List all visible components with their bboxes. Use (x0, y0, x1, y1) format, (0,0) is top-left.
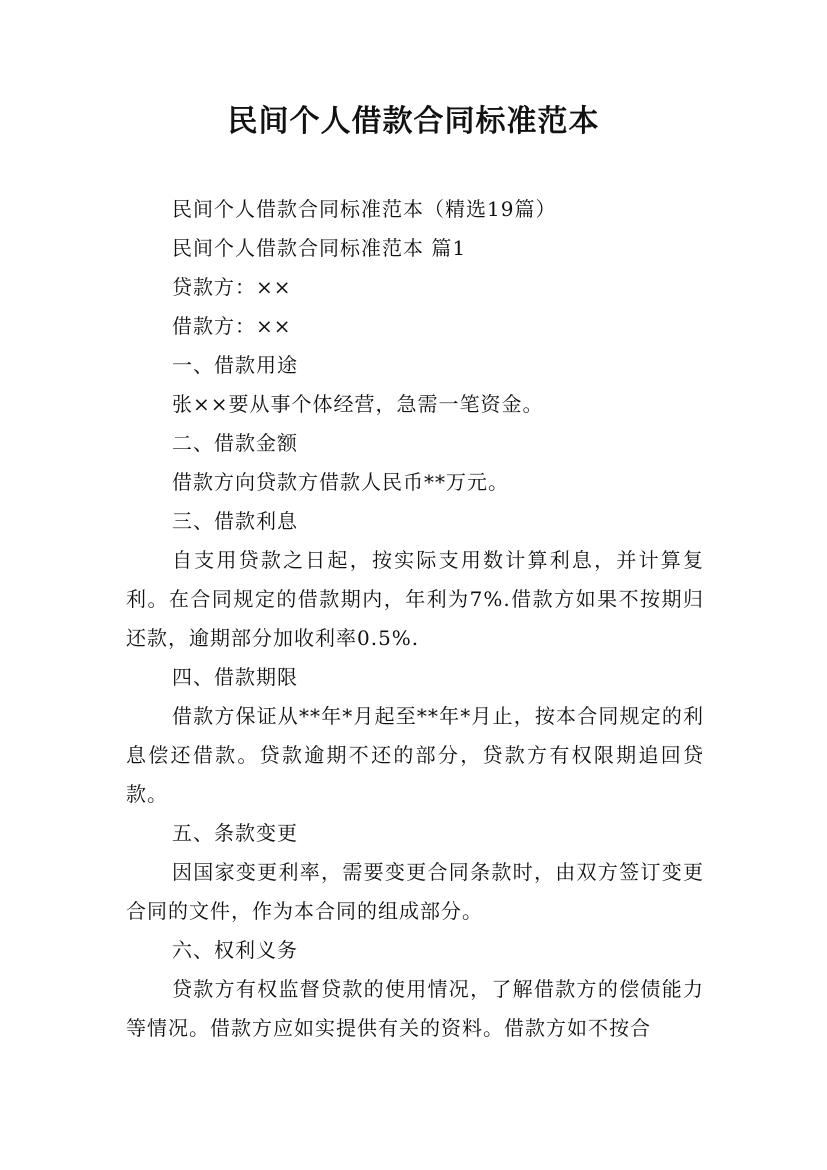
paragraph-lender: 贷款方：×× (172, 275, 292, 299)
paragraph-section-heading: 民间个人借款合同标准范本 篇1 (172, 236, 467, 260)
paragraph-collection-title: 民间个人借款合同标准范本（精选19篇） (172, 197, 557, 221)
paragraph-loan-term: 借款方保证从**年*月起至**年*月止，按本合同规定的利息偿还借款。贷款逾期不还的部分，贷款方有权限期追回贷款。 (126, 704, 704, 806)
heading-loan-amount: 二、借款金额 (172, 431, 298, 455)
paragraph-borrower: 借款方：×× (172, 314, 292, 338)
heading-loan-term: 四、借款期限 (172, 665, 298, 689)
document-body (126, 190, 704, 1048)
paragraph-loan-purpose: 张××要从事个体经营，急需一笔资金。 (172, 392, 544, 416)
paragraph-rights-obligations: 贷款方有权监督贷款的使用情况，了解借款方的偿债能力等情况。借款方应如实提供有关的资料。借款方如不按合 (126, 977, 704, 1040)
heading-loan-interest: 三、借款利息 (172, 509, 298, 533)
heading-rights-obligations: 六、权利义务 (172, 938, 298, 962)
paragraph-loan-interest: 自支用贷款之日起，按实际支用数计算利息，并计算复利。在合同规定的借款期内，年利为7%.借款方如果不按期归还款，逾期部分加收利率0.5%. (126, 548, 704, 650)
heading-clause-change: 五、条款变更 (172, 821, 298, 845)
paragraph-loan-amount: 借款方向贷款方借款人民币**万元。 (172, 470, 509, 494)
heading-loan-purpose: 一、借款用途 (172, 353, 298, 377)
document-title: 民间个人借款合同标准范本 (227, 104, 600, 139)
paragraph-clause-change: 因国家变更利率，需要变更合同条款时，由双方签订变更合同的文件，作为本合同的组成部分。 (126, 860, 704, 923)
